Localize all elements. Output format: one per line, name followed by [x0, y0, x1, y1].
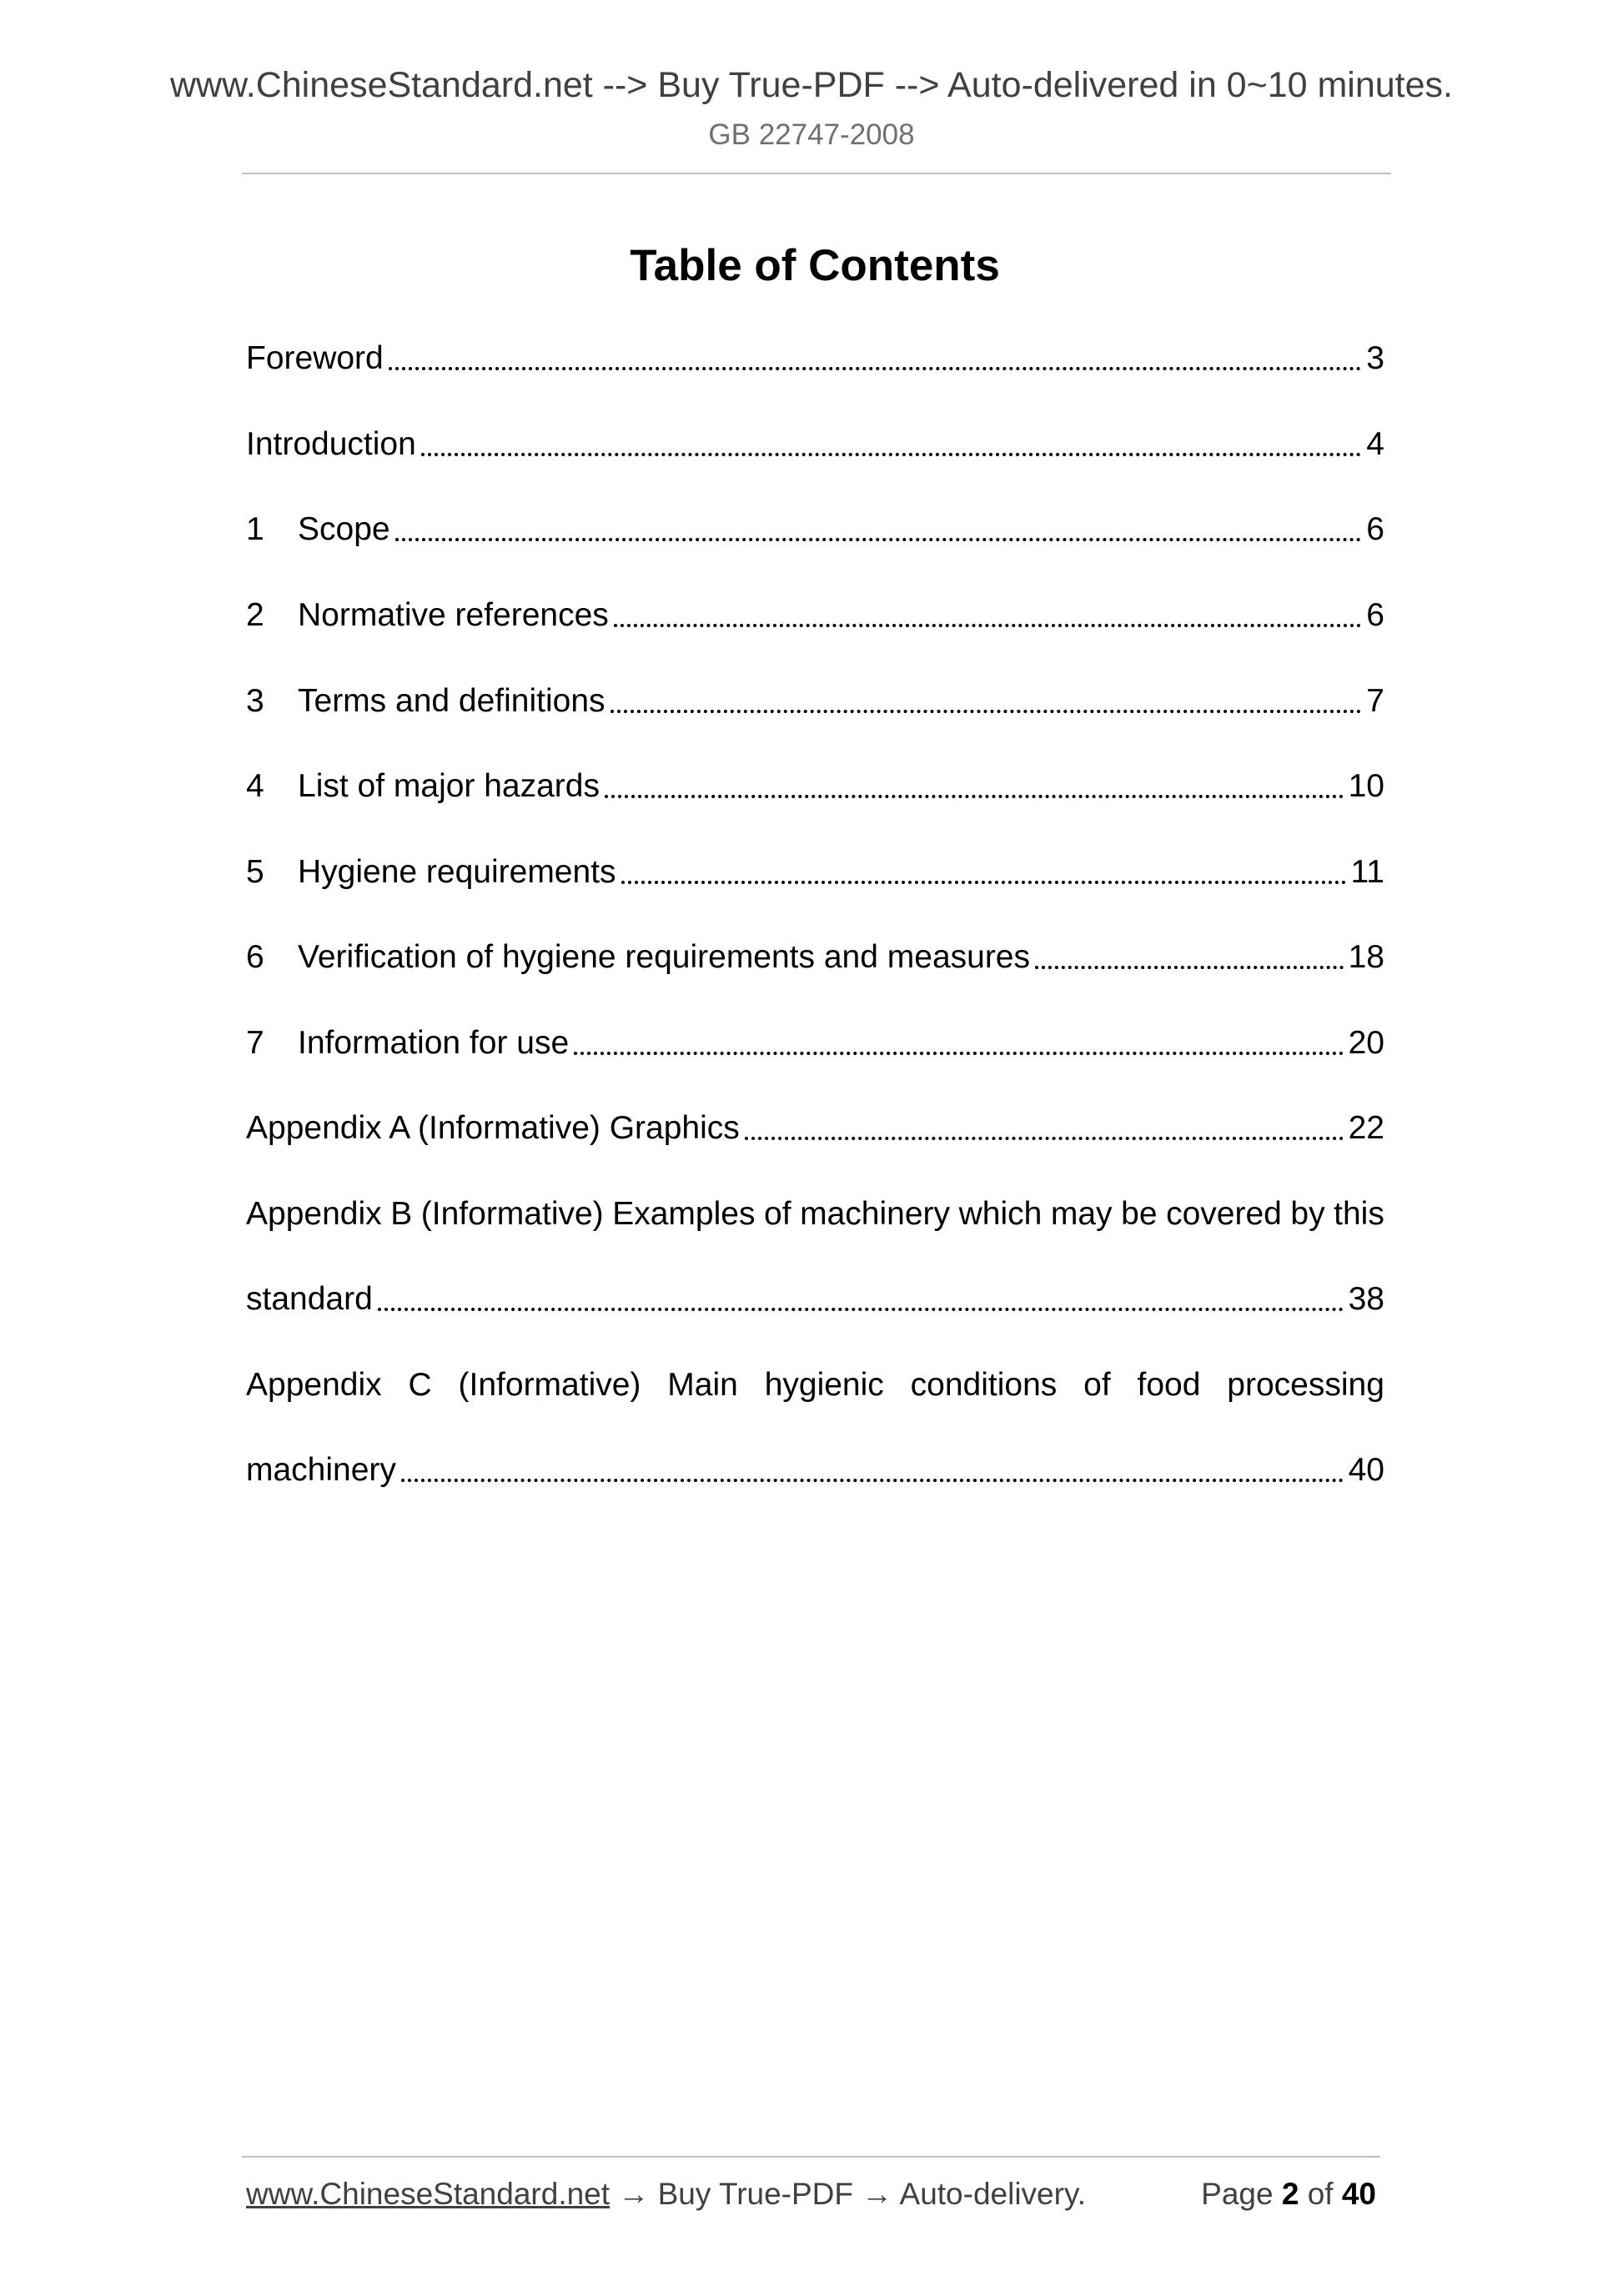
toc-word: processing	[1227, 1367, 1384, 1403]
toc-entry-page: 6	[1366, 597, 1384, 633]
toc-entry-number: 3	[246, 683, 264, 719]
toc-entry-page: 7	[1366, 683, 1384, 719]
toc-leader	[621, 880, 1346, 884]
page-total: 40	[1341, 2177, 1376, 2211]
toc-entry-number: 6	[246, 939, 264, 975]
toc-entry[interactable]	[246, 1440, 1384, 1490]
page-title: Table of Contents	[630, 241, 1000, 290]
toc-entry[interactable]	[246, 927, 1384, 977]
toc-word: Appendix	[246, 1196, 382, 1232]
toc-entry[interactable]	[246, 500, 1384, 550]
toc-leader	[574, 1051, 1343, 1055]
toc-entry-label: Normative references	[298, 597, 609, 633]
toc-entry-page: 40	[1348, 1452, 1384, 1488]
toc-word: machinery	[800, 1196, 951, 1232]
toc-word: which	[958, 1196, 1043, 1232]
toc-word: be	[1121, 1196, 1158, 1232]
toc-entry[interactable]	[246, 414, 1384, 465]
toc-entry-label: standard	[246, 1281, 373, 1317]
toc-entry-label: List of major hazards	[298, 768, 600, 804]
toc-entry-label: Scope	[298, 511, 390, 547]
toc-entry[interactable]	[246, 329, 1384, 379]
footer-left	[246, 2177, 1086, 2212]
toc-word: by	[1290, 1196, 1325, 1232]
toc-entry[interactable]	[246, 671, 1384, 721]
footer-tagline: → Buy True-PDF → Auto-delivery.	[610, 2177, 1086, 2211]
header-banner: www.ChineseStandard.net --> Buy True-PDF --> Auto-delivered in 0~10 minutes.	[169, 65, 1453, 105]
toc-entry-page: 3	[1366, 340, 1384, 376]
toc-entry-label: Introduction	[246, 426, 416, 462]
toc-leader	[611, 709, 1362, 713]
toc-word: may	[1050, 1196, 1113, 1232]
toc-entry-page: 6	[1366, 511, 1384, 547]
footer-divider	[242, 2156, 1380, 2158]
toc-word: Appendix	[246, 1367, 382, 1403]
justified-line	[246, 1365, 1384, 1405]
standard-code: GB 22747-2008	[708, 118, 915, 151]
toc-entry-number: 4	[246, 768, 264, 804]
toc-entry-page: 11	[1350, 854, 1384, 890]
header-divider	[242, 173, 1391, 174]
toc-entry-label: Hygiene requirements	[298, 854, 616, 890]
toc-entry-number: 5	[246, 854, 264, 890]
toc-entry-label: Appendix A (Informative) Graphics	[246, 1110, 740, 1146]
toc-leader	[378, 1307, 1344, 1311]
toc-word: Examples	[612, 1196, 756, 1232]
toc-entry-page: 4	[1366, 426, 1384, 462]
toc-word: hygienic	[764, 1367, 884, 1403]
toc-entry[interactable]	[246, 1269, 1384, 1319]
toc-entry[interactable]	[246, 842, 1384, 892]
toc-word: conditions	[910, 1367, 1058, 1403]
toc-word: Main	[667, 1367, 738, 1403]
toc-word: covered	[1166, 1196, 1282, 1232]
toc-entry-number: 7	[246, 1025, 264, 1061]
toc-entry-label: Terms and definitions	[298, 683, 605, 719]
toc-entry-label: machinery	[246, 1452, 396, 1488]
toc-entry[interactable]	[246, 756, 1384, 806]
page-separator: of	[1299, 2177, 1342, 2211]
toc-leader	[421, 452, 1361, 456]
toc-entry-label: Information for use	[298, 1025, 570, 1061]
toc-entry[interactable]	[246, 1098, 1384, 1148]
toc-word: (Informative)	[458, 1367, 641, 1403]
toc-entry-page: 10	[1348, 768, 1384, 804]
page-number	[1201, 2177, 1376, 2212]
toc-word: food	[1137, 1367, 1201, 1403]
toc-leader	[1035, 965, 1344, 969]
toc-word: of	[764, 1196, 791, 1232]
toc-word: C	[408, 1367, 432, 1403]
toc-entry-number: 2	[246, 597, 264, 633]
toc-entry-label: Verification of hygiene requirements and measures	[298, 939, 1030, 975]
footer-site-link[interactable]: www.ChineseStandard.net	[246, 2177, 611, 2211]
toc-word: of	[1083, 1367, 1111, 1403]
toc-entry-page: 20	[1348, 1025, 1384, 1061]
toc-word: this	[1334, 1196, 1384, 1232]
page-prefix: Page	[1201, 2177, 1282, 2211]
toc-word: (Informative)	[420, 1196, 604, 1232]
toc-entry-first-line[interactable]	[246, 1355, 1384, 1405]
toc-leader	[389, 366, 1362, 370]
toc-leader	[605, 794, 1344, 798]
toc-entry-page: 22	[1348, 1110, 1384, 1146]
toc-entry[interactable]	[246, 1013, 1384, 1063]
toc-entry[interactable]	[246, 585, 1384, 636]
toc-entry-first-line[interactable]	[246, 1184, 1384, 1234]
toc-entry-page: 38	[1348, 1281, 1384, 1317]
toc-leader	[745, 1136, 1344, 1140]
toc-word: B	[390, 1196, 413, 1232]
toc-leader	[395, 537, 1362, 541]
toc-entry-label: Foreword	[246, 340, 384, 376]
justified-line	[246, 1194, 1384, 1234]
toc-leader	[401, 1478, 1344, 1482]
toc-entry-number: 1	[246, 511, 264, 547]
page-current: 2	[1281, 2177, 1299, 2211]
toc-leader	[614, 623, 1361, 627]
toc-entry-page: 18	[1348, 939, 1384, 975]
